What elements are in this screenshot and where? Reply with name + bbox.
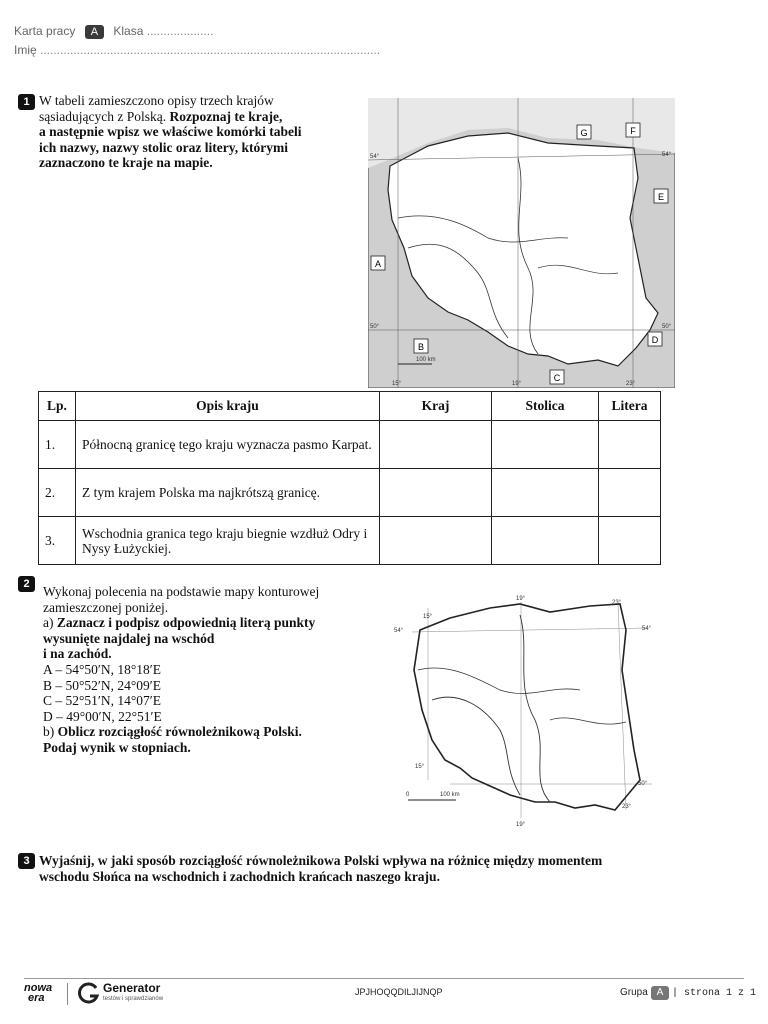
logo-era: era	[28, 992, 45, 1004]
task2-b-prefix: b)	[43, 724, 55, 740]
table-header-row	[39, 392, 661, 421]
row-lp: 2.	[39, 469, 76, 517]
imie-label: Imię	[14, 43, 37, 57]
task3-instructions	[39, 853, 739, 884]
map-letter-g	[577, 125, 591, 139]
generator-title: Generator	[103, 981, 161, 995]
klasa-label: Klasa	[113, 24, 144, 38]
footer-divider	[24, 978, 744, 979]
map1-scale-label: 100 km	[416, 357, 436, 363]
task2-number: 2	[18, 576, 35, 592]
grupa-label: Grupa	[620, 987, 648, 998]
svg-text:B: B	[417, 342, 425, 352]
task2-line1: Wykonaj polecenia na podstawie mapy konturowej	[43, 584, 320, 599]
col-stolica: Stolica	[492, 392, 599, 421]
map2-coord-15-bottom: 15°	[415, 764, 425, 770]
poland-contour-map	[390, 590, 660, 830]
map-letter-f	[626, 123, 640, 137]
poland-neighbours-map	[368, 98, 675, 388]
task1-line2-plain: sąsiadujących z Polską.	[39, 108, 167, 124]
name-row	[14, 43, 380, 57]
svg-text:C: C	[553, 373, 561, 383]
generator-brand	[103, 982, 163, 1003]
map2-coord-19-bottom: 19°	[516, 822, 526, 828]
grupa-badge: A	[651, 986, 670, 1000]
generator-subtitle: testów i sprawdzianów	[103, 996, 164, 1002]
svg-text:G: G	[580, 128, 588, 138]
svg-text:A: A	[374, 259, 382, 269]
map1-coord-50-left: 50°	[370, 324, 380, 330]
litera-cell[interactable]	[599, 421, 661, 469]
map1-coord-50-right: 50°	[662, 324, 672, 330]
task2-a-bold2: wysunięte najdalej na wschód	[43, 630, 215, 646]
col-kraj: Kraj	[380, 392, 492, 421]
table-row	[39, 421, 661, 469]
stolica-cell[interactable]	[492, 421, 599, 469]
map2-scale-zero: 0	[406, 792, 410, 798]
task1-line4: ich nazwy, nazwy stolic oraz litery, którymi	[39, 139, 288, 155]
map-letter-b	[414, 339, 428, 353]
logo-divider	[67, 983, 68, 1005]
kraj-cell[interactable]	[380, 517, 492, 565]
task2-b-bold2: Podaj wynik w stopniach.	[43, 739, 191, 755]
map2-coord-23-bottom: 23°	[622, 804, 632, 810]
map2-coord-50: 50°	[638, 781, 648, 787]
generator-logo-icon	[78, 982, 100, 1004]
worksheet-header	[14, 24, 213, 39]
map2-coord-54-left: 54°	[394, 628, 404, 634]
map2-scale-label: 100 km	[440, 792, 460, 798]
logo-nowa: nowa	[24, 982, 53, 994]
page-counter: | strona 1 z 1	[672, 988, 757, 999]
col-opis: Opis kraju	[76, 392, 380, 421]
col-lp: Lp.	[39, 392, 76, 421]
map1-coord-23: 23°	[626, 381, 636, 387]
kraj-cell[interactable]	[380, 469, 492, 517]
group-badge: A	[85, 25, 104, 39]
map1-coord-54-right: 54°	[662, 152, 672, 158]
task2-line2: zamieszczonej poniżej.	[43, 599, 169, 615]
task2-instructions	[43, 584, 373, 756]
litera-cell[interactable]	[599, 517, 661, 565]
task1-line1: W tabeli zamieszczono opisy trzech krajów	[39, 93, 274, 108]
task2-a-prefix: a)	[43, 615, 54, 631]
map2-coord-54-right: 54°	[642, 626, 652, 632]
task2-a-bold1: Zaznacz i podpisz odpowiednią literą punkty	[56, 615, 316, 631]
point-a: A – 54°50′N, 18°18′E	[43, 661, 161, 677]
map1-coord-54-left: 54°	[370, 154, 380, 160]
nowa-era-logo	[24, 983, 52, 1003]
row-opis: Wschodnia granica tego kraju biegnie wzdłuż Odry i Nysy Łużyckiej.	[76, 517, 380, 565]
task1-number: 1	[18, 94, 35, 110]
map-letter-a	[371, 256, 385, 270]
point-b: B – 50°52′N, 24°09′E	[43, 677, 161, 693]
task3-line1: Wyjaśnij, w jaki sposób rozciągłość równoleżnikowa Polski wpływa na różnicę między momentem	[39, 853, 603, 868]
row-lp: 1.	[39, 421, 76, 469]
col-litera: Litera	[599, 392, 661, 421]
klasa-field[interactable]: ....................	[146, 24, 214, 38]
task2-a-bold3: i na zachód.	[43, 646, 112, 662]
task1-line3: a następnie wpisz we właściwe komórki tabeli	[39, 124, 302, 140]
map2-coord-23-top: 23°	[612, 600, 622, 606]
map-letter-c	[550, 370, 564, 384]
task1-instructions	[39, 93, 359, 171]
task1-line5: zaznaczono te kraje na mapie.	[39, 155, 213, 171]
point-c: C – 52°51′N, 14°07′E	[43, 693, 161, 709]
imie-field[interactable]: ......................................................................................................	[40, 43, 381, 57]
karta-label: Karta pracy	[14, 24, 76, 38]
table-row	[39, 517, 661, 565]
task2-b-bold1: Oblicz rozciągłość równoleżnikową Polski.	[57, 724, 302, 740]
point-d: D – 49°00′N, 22°51′E	[43, 708, 162, 724]
countries-table	[38, 391, 661, 565]
row-opis: Północną granicę tego kraju wyznacza pasmo Karpat.	[76, 421, 380, 469]
litera-cell[interactable]	[599, 469, 661, 517]
map2-coord-15-top: 15°	[423, 614, 433, 620]
document-code: JPJHOQQDILJIJNQP	[355, 987, 443, 997]
svg-text:F: F	[630, 126, 636, 136]
map-letter-e	[654, 189, 668, 203]
row-opis: Z tym krajem Polska ma najkrótszą granicę.	[76, 469, 380, 517]
task3-number: 3	[18, 853, 35, 869]
task1-line2-bold: Rozpoznaj te kraje,	[169, 108, 283, 124]
kraj-cell[interactable]	[380, 421, 492, 469]
map-letter-d	[648, 332, 662, 346]
row-lp: 3.	[39, 517, 76, 565]
map2-coord-19-top: 19°	[516, 596, 526, 602]
stolica-cell[interactable]	[492, 469, 599, 517]
map1-coord-19: 19°	[512, 381, 522, 387]
task3-line2: wschodu Słońca na wschodnich i zachodnich krańcach naszego kraju.	[39, 868, 440, 884]
table-row	[39, 469, 661, 517]
stolica-cell[interactable]	[492, 517, 599, 565]
svg-text:E: E	[657, 192, 665, 202]
map1-coord-15: 15°	[392, 381, 402, 387]
svg-text:D: D	[651, 335, 659, 345]
page-info	[620, 986, 756, 1000]
